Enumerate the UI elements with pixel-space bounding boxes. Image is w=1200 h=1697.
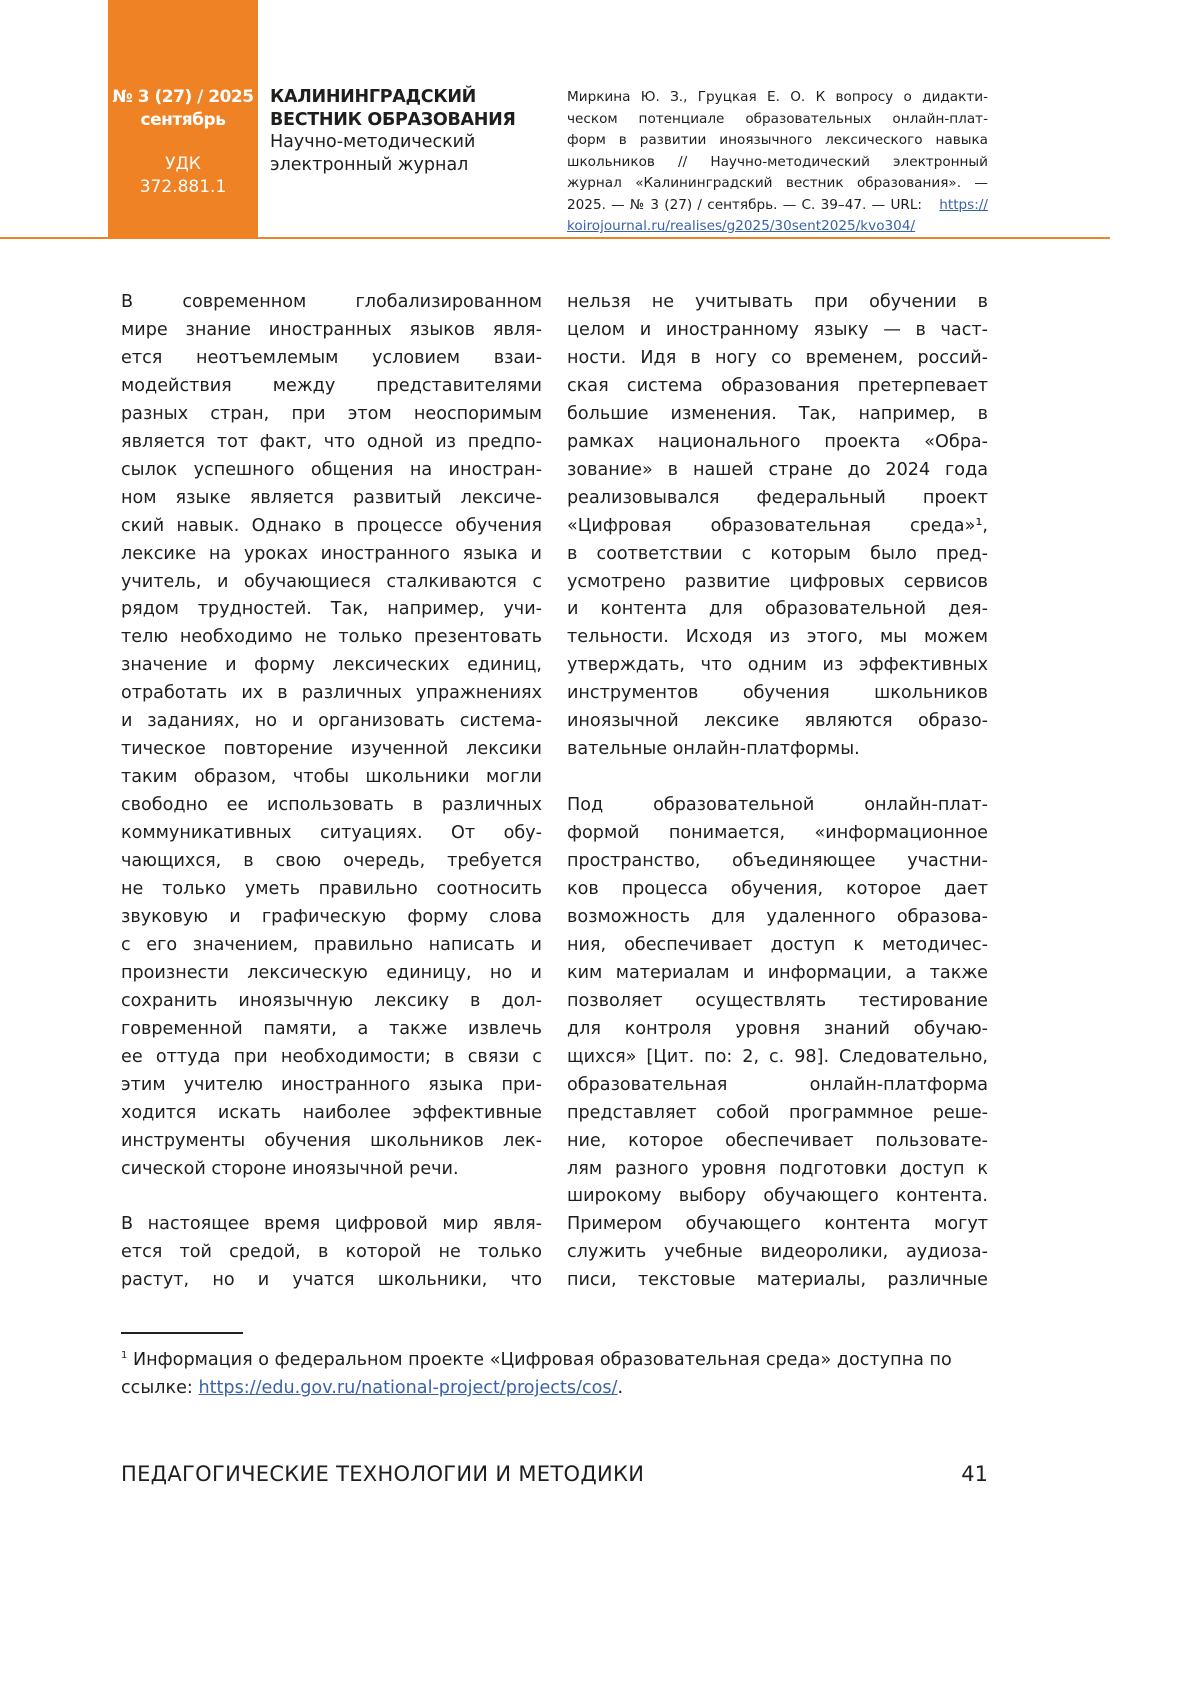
text-line: ков процесса обучения, которое дает <box>567 879 988 899</box>
text-line: представляет собой программное реше- <box>567 1102 988 1123</box>
left-column <box>121 289 542 1323</box>
text-line: зование» в нашей стране до 2024 года <box>567 459 988 480</box>
text-line: ская система образования претерпевает <box>567 375 988 396</box>
text-line: Примером обучающего контента могут <box>567 1214 988 1235</box>
journal-title-line2: ВЕСТНИК ОБРАЗОВАНИЯ <box>270 109 516 130</box>
text-line: в соответствии с которым было пред- <box>567 543 988 564</box>
text-line: этим учителю иностранного языка при- <box>121 1074 542 1095</box>
text-line: с его значением, правильно написать и <box>121 934 542 955</box>
text-line: писи, текстовые материалы, различные <box>567 1270 988 1291</box>
issue-number: № 3 (27) / 2025 <box>112 87 254 107</box>
page-number: 41 <box>961 1462 988 1486</box>
issue-badge <box>108 0 258 238</box>
udk-label: УДК <box>165 154 201 174</box>
text-line: возможность для удаленного образова- <box>567 906 988 927</box>
text-line: щихся» [Цит. по: 2, с. 98]. Следовательно, <box>567 1046 988 1067</box>
text-line: свободно ее использовать в различных <box>121 795 542 816</box>
footnote-suffix: . <box>617 1378 624 1398</box>
journal-title-line1: КАЛИНИНГРАДСКИЙ <box>270 87 477 107</box>
citation-line: школьников // Научно-методический электронный <box>567 153 988 170</box>
text-line: ее оттуда при необходимости; в связи с <box>121 1046 542 1067</box>
citation-line: 2025. — № 3 (27) / сентябрь. — С. 39–47. — URL: <box>567 196 922 213</box>
text-line: и заданиях, но и организовать система- <box>121 711 542 732</box>
text-line: лям разного уровня подготовки доступ к <box>567 1158 988 1179</box>
text-line: нельзя не учитывать при обучении в <box>567 292 988 312</box>
text-line: телю необходимо не только презентовать <box>121 627 542 648</box>
text-line: формой понимается, «информационное <box>567 823 988 844</box>
text-line: коммуникативных ситуациях. От обу- <box>121 823 542 844</box>
footnote-divider <box>121 1332 243 1334</box>
text-line: вательные онлайн-платформы. <box>567 739 860 760</box>
text-line: говременной памяти, а также извлечь <box>121 1018 542 1039</box>
text-line: разных стран, при этом неоспоримым <box>121 403 542 424</box>
text-line: большие изменения. Так, например, в <box>567 403 988 424</box>
text-line: ности. Идя в ногу со временем, россий- <box>567 347 988 368</box>
text-line: лексике на уроках иностранного языка и <box>121 543 542 564</box>
footnote-number: 1 <box>121 1350 128 1361</box>
udk <box>108 153 258 199</box>
footnote <box>121 1342 991 1402</box>
paragraph <box>567 289 988 764</box>
text-line: чающихся, в свою очередь, требуется <box>121 851 542 872</box>
text-line: является тот факт, что одной из предпо- <box>121 431 542 452</box>
paragraph <box>121 289 542 1184</box>
citation-url-part2[interactable]: koirojournal.ru/realises/g2025/30sent2025/kvo304/ <box>567 218 916 234</box>
text-line: рядом трудностей. Так, например, учи- <box>121 599 542 620</box>
udk-value: 372.881.1 <box>139 177 227 197</box>
journal-subtitle-line1: Научно-методический <box>270 132 476 152</box>
text-line: значение и форму лексических единиц, <box>121 655 542 676</box>
text-line: пространство, объединяющее участни- <box>567 851 988 872</box>
right-column <box>567 289 988 1323</box>
text-line: реализовывался федеральный проект <box>567 487 988 508</box>
text-line: тельности. Исходя из этого, мы можем <box>567 627 988 648</box>
text-line: сылок успешного общения на иностран- <box>121 459 542 480</box>
text-line: модействия между представителями <box>121 375 542 396</box>
text-line: широкому выбору обучающего контента. <box>567 1186 988 1207</box>
text-line: тическое повторение изученной лексики <box>121 739 542 760</box>
text-line: не только уметь правильно соотносить <box>121 879 542 900</box>
text-line: ется неотъемлемым условием взаи- <box>121 347 542 368</box>
text-line: ния, обеспечивает доступ к методичес- <box>567 934 988 955</box>
text-line: звуковую и графическую форму слова <box>121 906 542 927</box>
text-line: сической стороне иноязычной речи. <box>121 1158 459 1179</box>
text-line: ким материалам и информации, а также <box>567 962 988 983</box>
text-line: «Цифровая образовательная среда»¹, <box>567 515 988 536</box>
text-line: усмотрено развитие цифровых сервисов <box>567 571 988 592</box>
footnote-line2 <box>121 1374 991 1402</box>
journal-title <box>270 86 516 176</box>
text-line: рамках национального проекта «Обра- <box>567 431 988 452</box>
text-line: произнести лексическую единицу, но и <box>121 962 542 983</box>
text-line: В современном глобализированном <box>121 292 542 312</box>
text-line: инструменты обучения школьников лек- <box>121 1130 542 1151</box>
text-line: образовательная онлайн-платформа <box>567 1074 988 1095</box>
text-line: служить учебные видеоролики, аудиоза- <box>567 1242 988 1263</box>
text-line: и контента для образовательной дея- <box>567 599 988 620</box>
citation-line <box>567 216 988 238</box>
text-line: В настоящее время цифровой мир явля- <box>121 1214 542 1235</box>
text-line: учитель, и обучающиеся сталкиваются с <box>121 571 542 592</box>
issue-month: сентябрь <box>140 110 226 130</box>
footnote-link[interactable]: https://edu.gov.ru/national-project/projects/cos/ <box>198 1378 618 1398</box>
text-line: таким образом, чтобы школьники могли <box>121 767 542 788</box>
text-line: утверждать, что одним из эффективных <box>567 655 988 676</box>
citation-line: ческом потенциале образовательных онлайн-плат- <box>567 110 988 127</box>
paragraph <box>567 792 988 1295</box>
text-line: ние, которое обеспечивает пользовате- <box>567 1130 988 1151</box>
text-line: для контроля уровня знаний обучаю- <box>567 1018 988 1039</box>
text-line: иноязычной лексике являются образо- <box>567 711 988 732</box>
text-line: ном языке является развитый лексиче- <box>121 487 542 508</box>
journal-subtitle-line2: электронный журнал <box>270 154 469 175</box>
text-line: мире знание иностранных языков явля- <box>121 319 542 340</box>
citation-url-part1[interactable]: https:// <box>939 196 988 213</box>
footnote-prefix: ссылке: <box>121 1378 199 1398</box>
paragraph <box>121 1211 542 1295</box>
issue-info <box>108 86 258 132</box>
citation-line: Миркина Ю. З., Груцкая Е. О. К вопросу о дидакти- <box>567 89 988 105</box>
citation <box>567 87 988 238</box>
text-line: инструментов обучения школьников <box>567 683 988 704</box>
text-line: Под образовательной онлайн-плат- <box>567 795 988 816</box>
citation-line: журнал «Калининградский вестник образования». — <box>567 175 988 191</box>
citation-line: форм в развитии иноязычного лексического навыка <box>567 132 988 148</box>
footer-section-title: ПЕДАГОГИЧЕСКИЕ ТЕХНОЛОГИИ И МЕТОДИКИ <box>121 1462 645 1486</box>
footnote-line1 <box>121 1342 991 1374</box>
text-line: растут, но и учатся школьники, что <box>121 1270 542 1291</box>
text-line: сохранить иноязычную лексику в дол- <box>121 990 542 1011</box>
text-line: целом и иностранному языку — в част- <box>567 319 988 340</box>
text-line: ется той средой, в которой не только <box>121 1242 542 1263</box>
text-line: позволяет осуществлять тестирование <box>567 990 988 1011</box>
text-line: отработать их в различных упражнениях <box>121 683 542 704</box>
text-line: ский навык. Однако в процессе обучения <box>121 515 542 536</box>
text-line: ходится искать наиболее эффективные <box>121 1102 542 1123</box>
footnote-text: Информация о федеральном проекте «Цифровая образовательная среда» доступна по <box>132 1350 952 1370</box>
